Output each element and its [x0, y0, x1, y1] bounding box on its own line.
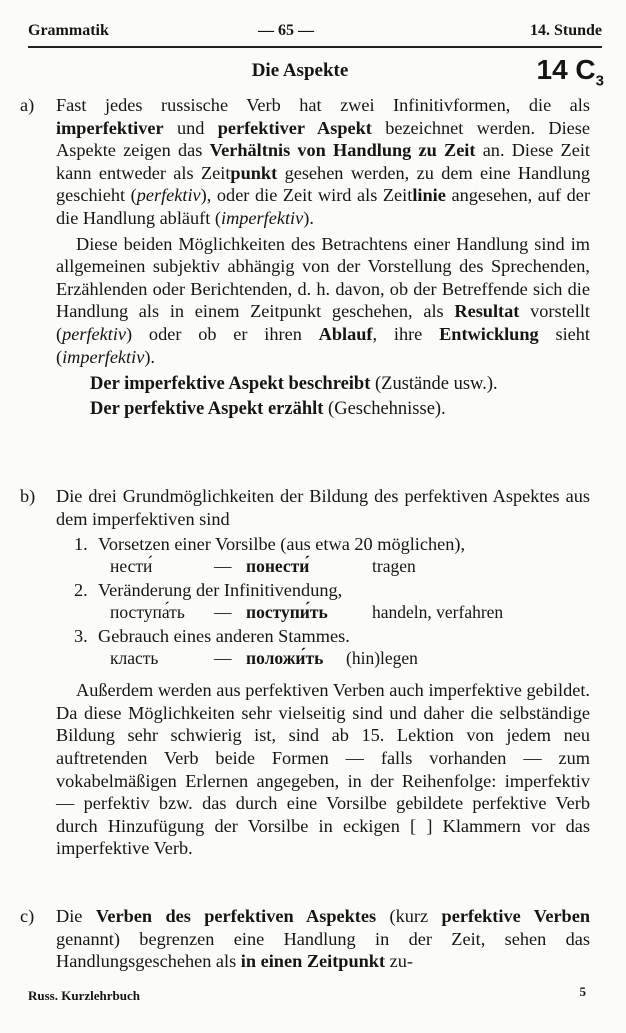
aspect-rule-imperfective [90, 372, 590, 397]
text: genannt) begrenzen eine Handlung in der Zeit, sehen das Handlungsgeschehen als [56, 928, 590, 972]
section-c-label: c) [20, 906, 35, 926]
aspect-rule-perfective [90, 397, 590, 422]
text: Diese beiden Möglichkeiten des Betrachtens einer Handlung sind im allgemeinen subjektiv abhängig von der Vorstellung des Sprechenden, Erzählenden oder Berichtenden, d. h. davon, ob der Betreffende sich die Handlung als in einem Zeitpunkt geschehen, als [56, 233, 590, 322]
text: (kurz [376, 906, 442, 926]
example-perfective: положи́ть [246, 648, 324, 669]
bold-term: Resultat [454, 301, 520, 322]
text: ). [303, 207, 314, 228]
section-a [20, 94, 590, 422]
dash: — [214, 648, 232, 669]
list-item [74, 533, 590, 555]
list-text: Gebrauch eines anderen Stammes. [98, 626, 350, 647]
example-row [74, 601, 590, 625]
text: Der perfektive Aspekt erzählt [90, 399, 324, 420]
italic-term: imperfektiv [221, 207, 304, 228]
list-number: 2. [74, 580, 88, 601]
bold-term: in einen Zeitpunkt [240, 951, 386, 972]
text: zu- [385, 951, 413, 972]
text: , ihre [372, 323, 440, 344]
text: angesehen, auf der die Handlung abläuft ( [56, 185, 591, 228]
example-translation: (hin)legen [346, 648, 418, 669]
italic-term: perfektiv [62, 323, 127, 344]
bold-term: perfektiver Aspekt [217, 117, 372, 138]
header-lesson: 14. Stunde [529, 22, 602, 39]
example-row [74, 647, 590, 671]
list-number: 3. [74, 626, 88, 647]
section-b-intro: Die drei Grundmöglichkeiten der Bildung des perfektiven Aspektes aus dem imperfektiven sind [56, 486, 590, 529]
footer-sheet-number: 5 [579, 984, 586, 999]
page-footer [28, 984, 586, 1004]
section-tag-main: 14 C [536, 54, 596, 85]
text: Fast jedes russische Verb hat zwei Infinitivformen, die als [56, 95, 590, 115]
page-title: Die Aspekte [251, 60, 349, 81]
example-row [74, 555, 590, 579]
dash: — [214, 556, 232, 577]
section-a-paragraph-1 [56, 94, 590, 230]
section-c-paragraph [56, 905, 590, 973]
bold-term: Entwicklung [439, 323, 539, 344]
italic-term: imperfektiv [62, 346, 145, 367]
list-number: 1. [74, 534, 88, 555]
bold-term: Ablauf [318, 323, 373, 344]
example-imperfective: поступа́ть [110, 602, 185, 623]
text: sieht ( [56, 323, 590, 367]
text: Der imperfektive Aspekt beschreibt [90, 374, 371, 395]
bold-term: punkt [230, 162, 278, 183]
bold-term: imperfektiver [56, 117, 164, 138]
bold-term: linie [412, 185, 446, 206]
list-text: Vorsetzen einer Vorsilbe (aus etwa 20 möglichen), [98, 534, 466, 555]
section-b-paragraph: Außerdem werden aus perfektiven Verben auch imperfektive gebildet. Da diese Möglichkeiten sehr vielseitig sind und daher die selbständige Bildung sehr schwierig ist, sind ab 15. Lektion von jedem neu auftretenden Verb beide Formen — falls vorhanden — zum vokabelmäßigen Erlernen angegeben, in der Reihenfolge: imperfektiv — perfektiv bzw. das durch eine Vorsilbe gebildete perfektive Verb durch Hinzufügung der Vorsilbe in eckigen [ ] Klammern vor das imperfektive Verb. [56, 680, 590, 859]
section-c [20, 905, 590, 973]
example-imperfective: нести́ [110, 556, 153, 577]
section-a-paragraph-2 [56, 233, 590, 369]
text: bezeichnet werden. Diese Aspekte zeigen das [56, 117, 591, 161]
section-tag-sub: 3 [595, 72, 604, 90]
section-a-label: a) [20, 95, 35, 115]
footer-book-title: Russ. Kurzlehrbuch [28, 988, 140, 1003]
section-tag [537, 54, 605, 90]
dash: — [214, 602, 232, 623]
list-item [74, 625, 590, 647]
header-section: Grammatik [28, 22, 109, 39]
example-perfective: поступи́ть [246, 602, 328, 623]
italic-term: perfektiv [136, 185, 201, 206]
example-perfective: понести́ [246, 556, 310, 577]
running-header [28, 20, 602, 48]
text: ). [144, 346, 155, 367]
text: und [163, 117, 218, 138]
text: Die [56, 906, 96, 926]
example-translation: tragen [372, 556, 416, 577]
text: (Zustände usw.). [370, 374, 498, 395]
text: (Geschehnisse). [323, 399, 446, 420]
header-page-number: — 65 — [258, 22, 314, 39]
bold-term: Verben des perfektiven Aspektes [95, 906, 377, 926]
text: ), oder die Zeit wird als Zeit [200, 185, 413, 206]
section-b-label: b) [20, 486, 36, 506]
list-item [74, 579, 590, 601]
example-translation: handeln, verfahren [372, 602, 504, 623]
text: vorstellt ( [56, 301, 590, 344]
bold-term: perfektive Verben [441, 906, 591, 926]
section-b [20, 485, 590, 860]
text: ) oder ob er ihren [126, 323, 319, 344]
list-text: Veränderung der Infinitivendung, [98, 580, 343, 601]
bold-term: Verhältnis von Handlung zu Zeit [209, 140, 476, 161]
text: gesehen werden, zu dem eine Handlung geschieht ( [56, 162, 590, 206]
text: an. Diese Zeit kann entweder als Zeit [56, 140, 590, 183]
example-imperfective: класть [110, 648, 159, 669]
